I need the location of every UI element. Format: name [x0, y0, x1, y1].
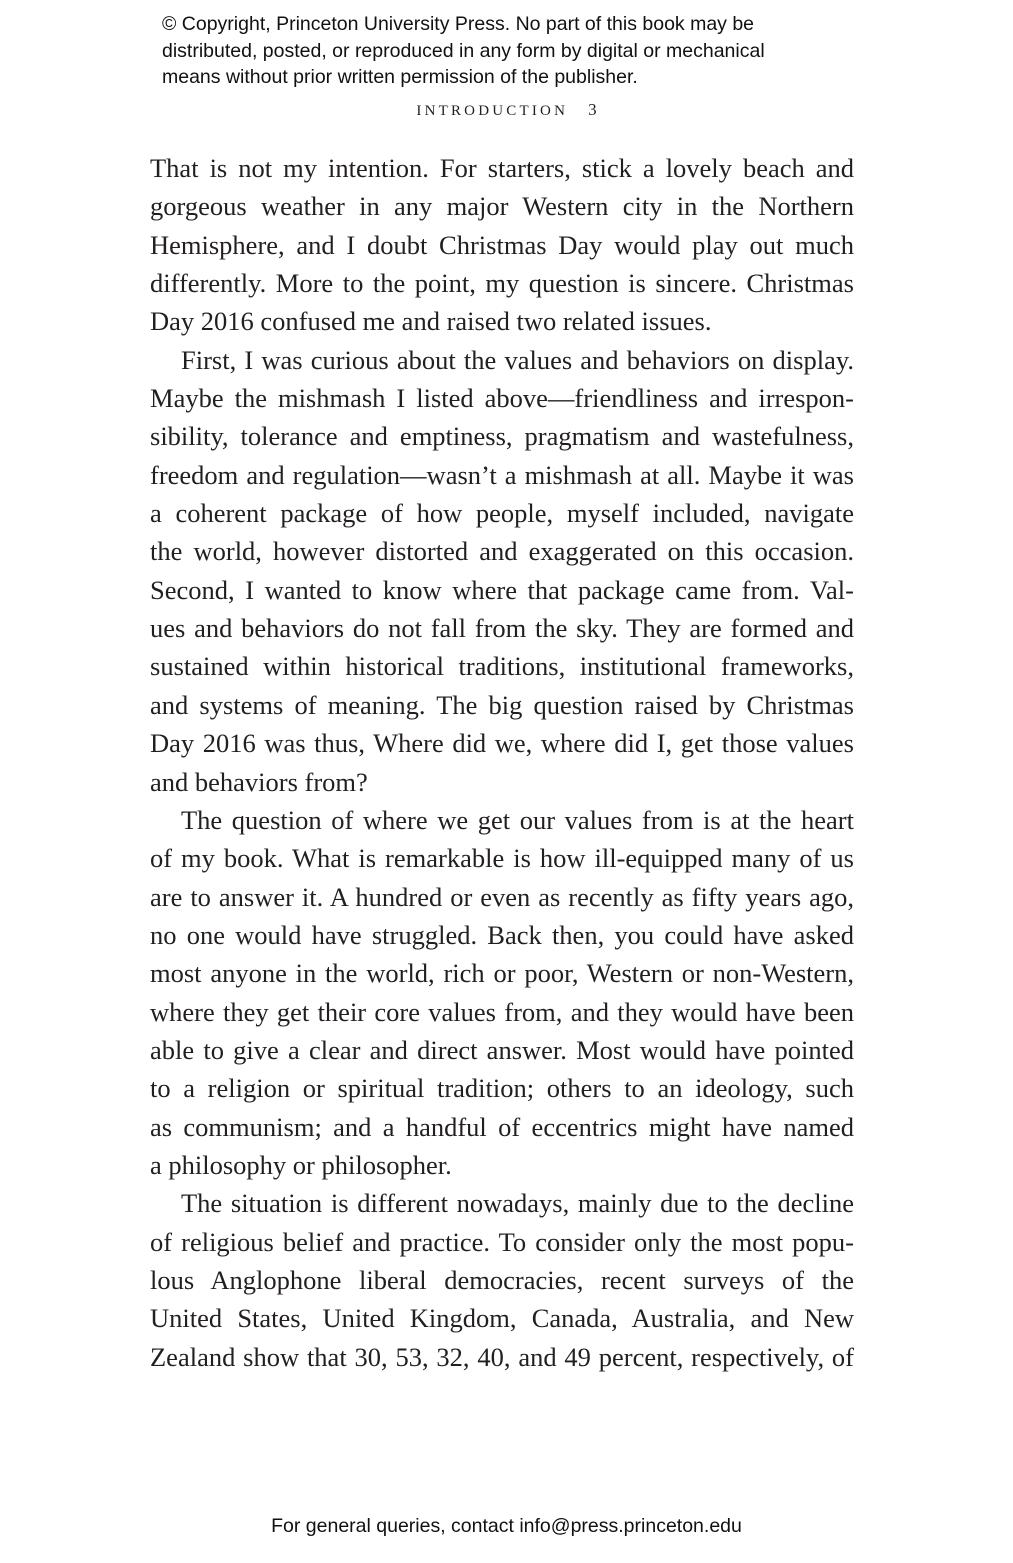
text-line: the world, however distorted and exaggerated on this occasion. [150, 536, 854, 567]
copyright-line: means without prior written permission of the publisher. [162, 66, 638, 88]
text-line: lous Anglophone liberal democracies, recent surveys of the [150, 1264, 854, 1295]
text-line: sustained within historical traditions, institutional frameworks, [150, 651, 854, 682]
text-line: of religious belief and practice. To consider only the most popu- [150, 1226, 854, 1257]
text-line: Maybe the mishmash I listed above—friendliness and irrespon- [150, 383, 854, 414]
text-line: differently. More to the point, my question is sincere. Christmas [150, 268, 854, 299]
body-text [150, 149, 854, 1376]
text-line: First, I was curious about the values and behaviors on display. [181, 344, 854, 375]
text-line: to a religion or spiritual tradition; others to an ideology, such [150, 1073, 854, 1104]
footer-contact: For general queries, contact info@press.princeton.edu [271, 1515, 742, 1537]
text-line: a philosophy or philosopher. [150, 1149, 452, 1180]
text-line: as communism; and a handful of eccentrics might have named [150, 1111, 854, 1142]
text-line: Second, I wanted to know where that package came from. Val- [150, 574, 854, 605]
page-number: 3 [588, 100, 597, 119]
copyright-line: distributed, posted, or reproduced in any form by digital or mechanical [162, 39, 765, 62]
copyright-notice [162, 11, 902, 91]
copyright-line: © Copyright, Princeton University Press. No part of this book may be [162, 13, 755, 35]
text-line: able to give a clear and direct answer. Most would have pointed [150, 1034, 854, 1065]
text-line: freedom and regulation—wasn’t a mishmash at all. Maybe it was [150, 459, 854, 490]
text-line: where they get their core values from, and they would have been [150, 996, 854, 1027]
text-line: are to answer it. A hundred or even as recently as fifty years ago, [150, 881, 854, 912]
text-line: That is not my intention. For starters, stick a lovely beach and [150, 153, 854, 183]
text-line: sibility, tolerance and emptiness, pragmatism and wastefulness, [150, 421, 854, 452]
text-line: Zealand show that 30, 53, 32, 40, and 49 percent, respectively, of [150, 1341, 854, 1372]
running-head [0, 100, 1013, 120]
text-line: gorgeous weather in any major Western city in the Northern [150, 191, 854, 222]
text-line: Day 2016 was thus, Where did we, where did I, get those values [150, 728, 854, 759]
text-line: The question of where we get our values from is at the heart [181, 804, 854, 835]
text-line: of my book. What is remarkable is how ill-equipped many of us [150, 843, 854, 874]
text-line: Day 2016 confused me and raised two related issues. [150, 306, 712, 337]
text-line: no one would have struggled. Back then, you could have asked [150, 919, 854, 950]
text-line: Hemisphere, and I doubt Christmas Day would play out much [150, 229, 854, 260]
text-line: a coherent package of how people, myself included, navigate [150, 498, 854, 529]
text-line: United States, United Kingdom, Canada, Australia, and New [150, 1303, 854, 1334]
text-line: ues and behaviors do not fall from the sky. They are formed and [150, 613, 854, 644]
chapter-title: INTRODUCTION [416, 103, 569, 119]
text-line: The situation is different nowadays, mainly due to the decline [181, 1188, 854, 1219]
text-line: and behaviors from? [150, 766, 368, 797]
text-line: most anyone in the world, rich or poor, Western or non-Western, [150, 958, 854, 989]
text-line: and systems of meaning. The big question raised by Christmas [150, 689, 854, 720]
